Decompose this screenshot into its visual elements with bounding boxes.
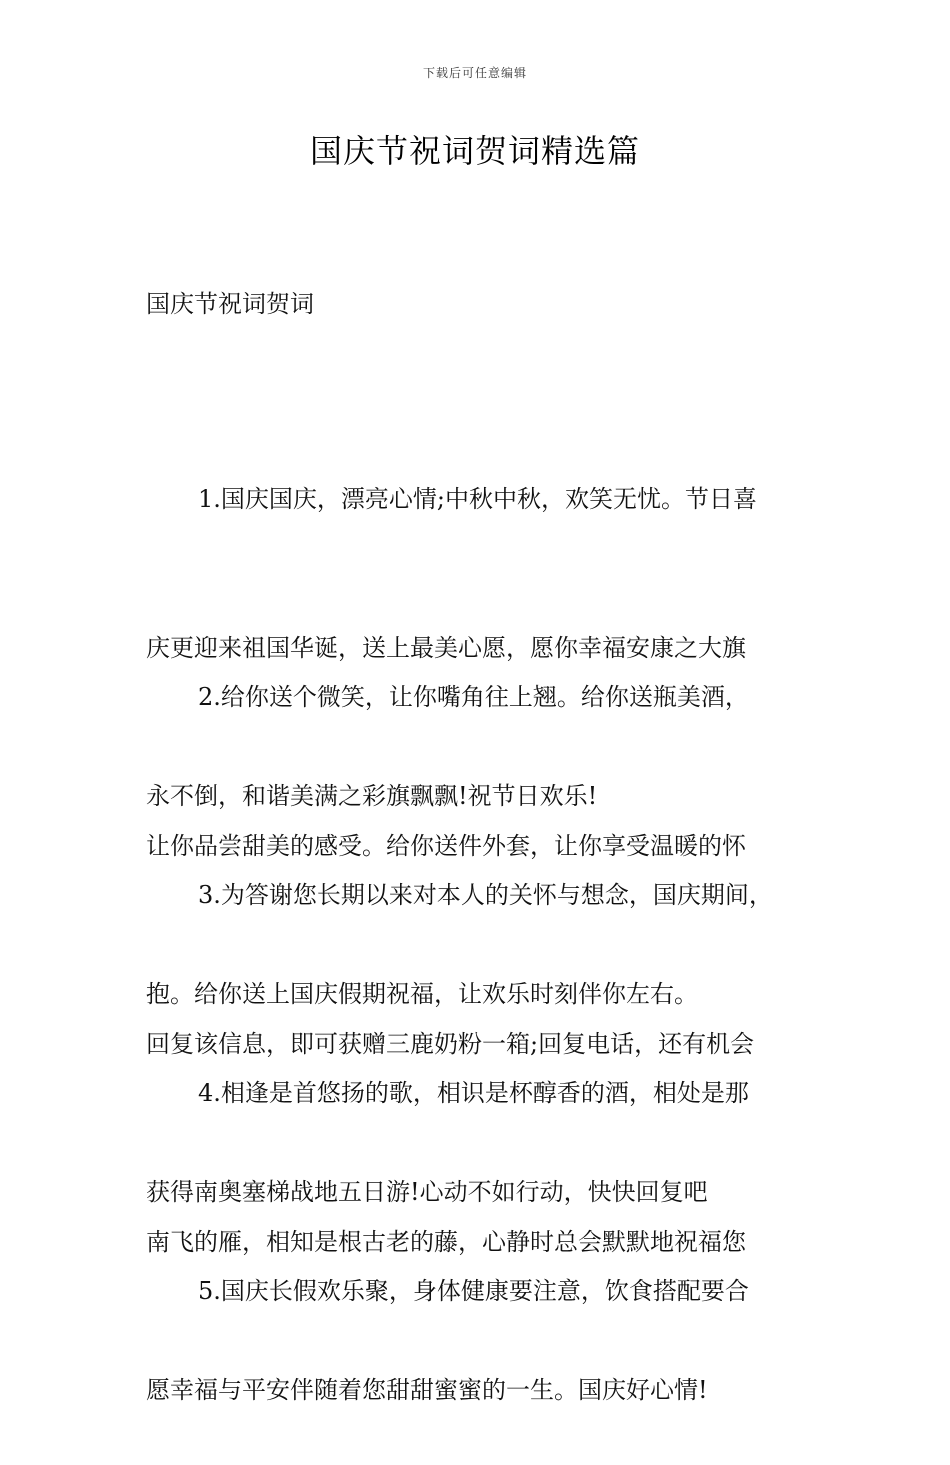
paragraph-line: 抱。给你送上国庆假期祝福，让欢乐时刻伴你左右。 [146, 980, 698, 1008]
section-heading: 国庆节祝词贺词 [146, 290, 314, 318]
paragraph-line: 南飞的雁，相知是根古老的藤，心静时总会默默地祝福您 [146, 1227, 746, 1256]
paragraph-line: 2.给你送个微笑，让你嘴角往上翘。给你送瓶美酒， [198, 683, 749, 711]
header-note: 下载后可任意编辑 [422, 66, 527, 80]
paragraph-line: 5.国庆长假欢乐聚，身体健康要注意，饮食搭配要合 [198, 1277, 749, 1305]
paragraph-line: 永不倒，和谐美满之彩旗飘飘!祝节日欢乐! [146, 782, 598, 810]
paragraph-line: 让你品尝甜美的感受。给你送件外套，让你享受温暖的怀 [146, 831, 746, 860]
paragraph-line: 1.国庆国庆，漂亮心情;中秋中秋，欢笑无忧。节日喜 [198, 485, 757, 513]
document-title: 国庆节祝词贺词精选篇 [309, 132, 640, 170]
paragraph-line: 3.为答谢您长期以来对本人的关怀与想念，国庆期间， [198, 881, 773, 909]
paragraph-line: 4.相逢是首悠扬的歌，相识是杯醇香的酒，相处是那 [198, 1079, 749, 1107]
paragraph-line: 愿幸福与平安伴随着您甜甜蜜蜜的一生。国庆好心情! [146, 1376, 708, 1404]
paragraph-5 [146, 1168, 826, 1366]
paragraph-line: 获得南奥塞梯战地五日游!心动不如行动，快快回复吧 [146, 1178, 708, 1206]
paragraph-line: 庆更迎来祖国华诞，送上最美心愿，愿你幸福安康之大旗 [146, 633, 746, 662]
paragraph-line: 回复该信息，即可获赠三鹿奶粉一箱;回复电话，还有机会 [146, 1029, 755, 1058]
